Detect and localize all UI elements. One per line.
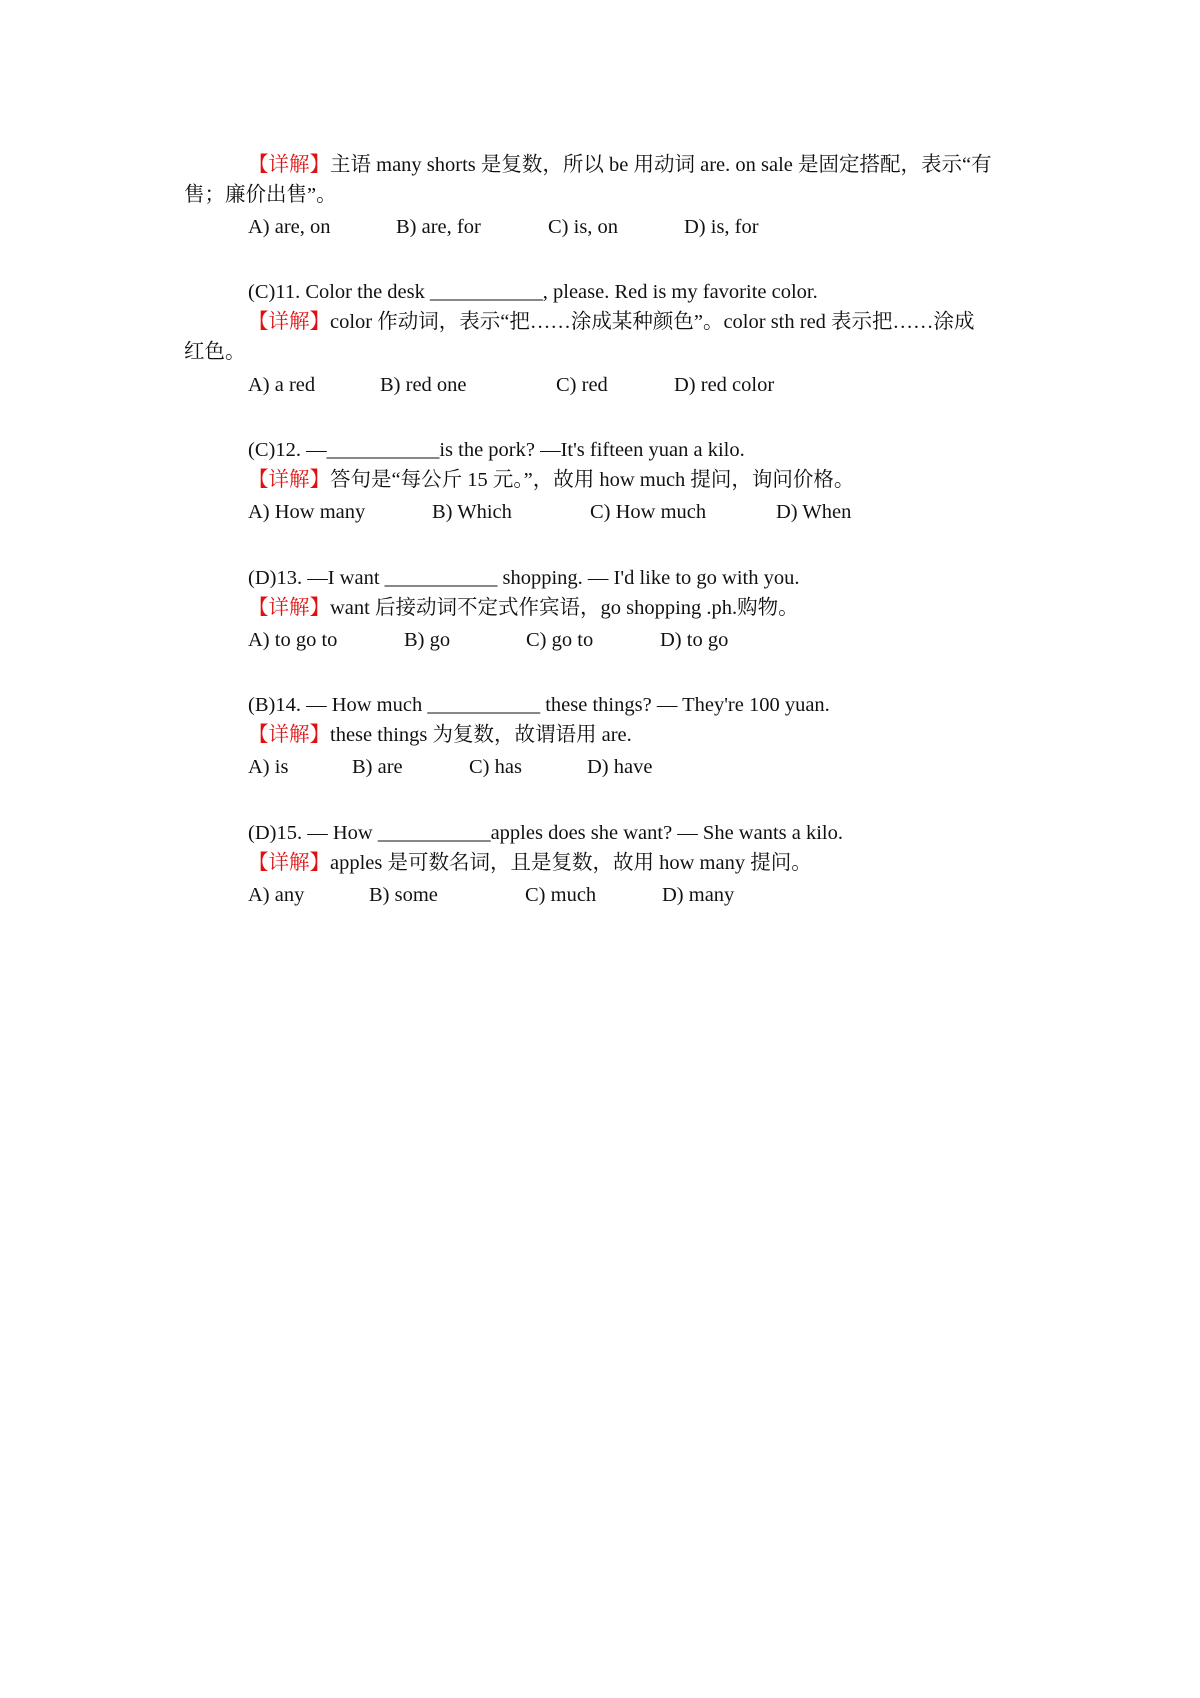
option-d: D) is, for [684,216,759,238]
option-a: A) is [248,756,289,778]
explanation-line: 【详解】these things 为复数，故谓语用 are. [248,724,632,746]
option-a: A) How many [248,501,366,523]
option-a: A) any [248,884,305,906]
question-line: (B)14. — How much ___________ these things? — They're 100 yuan. [248,694,830,716]
explanation-tag: 【详解】 [248,852,330,874]
option-b: B) go [404,629,451,651]
explanation-tag: 【详解】 [248,597,330,619]
option-b: B) Which [432,501,512,523]
option-a: A) a red [248,374,316,396]
option-d: D) When [776,501,852,523]
option-a: A) are, on [248,216,331,238]
explanation-tag: 【详解】 [248,724,330,746]
explanation-tag: 【详解】 [248,469,330,491]
option-c: C) How much [590,501,707,523]
option-b: B) some [369,884,438,906]
explanation-line: 红色。 [184,341,246,363]
option-c: C) go to [526,629,594,651]
option-d: D) to go [660,629,729,651]
option-c: C) has [469,756,522,778]
explanation-line: 售；廉价出售”。 [184,184,337,206]
explanation-line: 【详解】答句是“每公斤 15 元。”，故用 how much 提问，询问价格。 [248,469,855,491]
option-b: B) red one [380,374,467,396]
explanation-line: 【详解】want 后接动词不定式作宾语，go shopping .ph.购物。 [248,597,799,619]
option-b: B) are, for [396,216,481,238]
explanation-tag: 【详解】 [248,154,330,176]
question-line: (C)11. Color the desk ___________, please. Red is my favorite color. [248,281,818,303]
option-c: C) much [525,884,597,906]
option-b: B) are [352,756,403,778]
question-line: (D)13. —I want ___________ shopping. — I'd like to go with you. [248,567,800,589]
question-line: (C)12. —___________is the pork? —It's fifteen yuan a kilo. [248,439,745,461]
option-d: D) have [587,756,653,778]
explanation-line: 【详解】apples 是可数名词，且是复数，故用 how many 提问。 [248,852,812,874]
option-d: D) red color [674,374,775,396]
option-a: A) to go to [248,629,338,651]
explanation-tag: 【详解】 [248,311,330,333]
explanation-line: 【详解】color 作动词，表示“把……涂成某种颜色”。color sth red 表示把……涂成 [248,311,975,333]
option-d: D) many [662,884,735,906]
option-c: C) red [556,374,608,396]
option-c: C) is, on [548,216,619,238]
explanation-line: 【详解】主语 many shorts 是复数，所以 be 用动词 are. on sale 是固定搭配，表示“有 [248,154,992,176]
question-line: (D)15. — How ___________apples does she want? — She wants a kilo. [248,822,843,844]
